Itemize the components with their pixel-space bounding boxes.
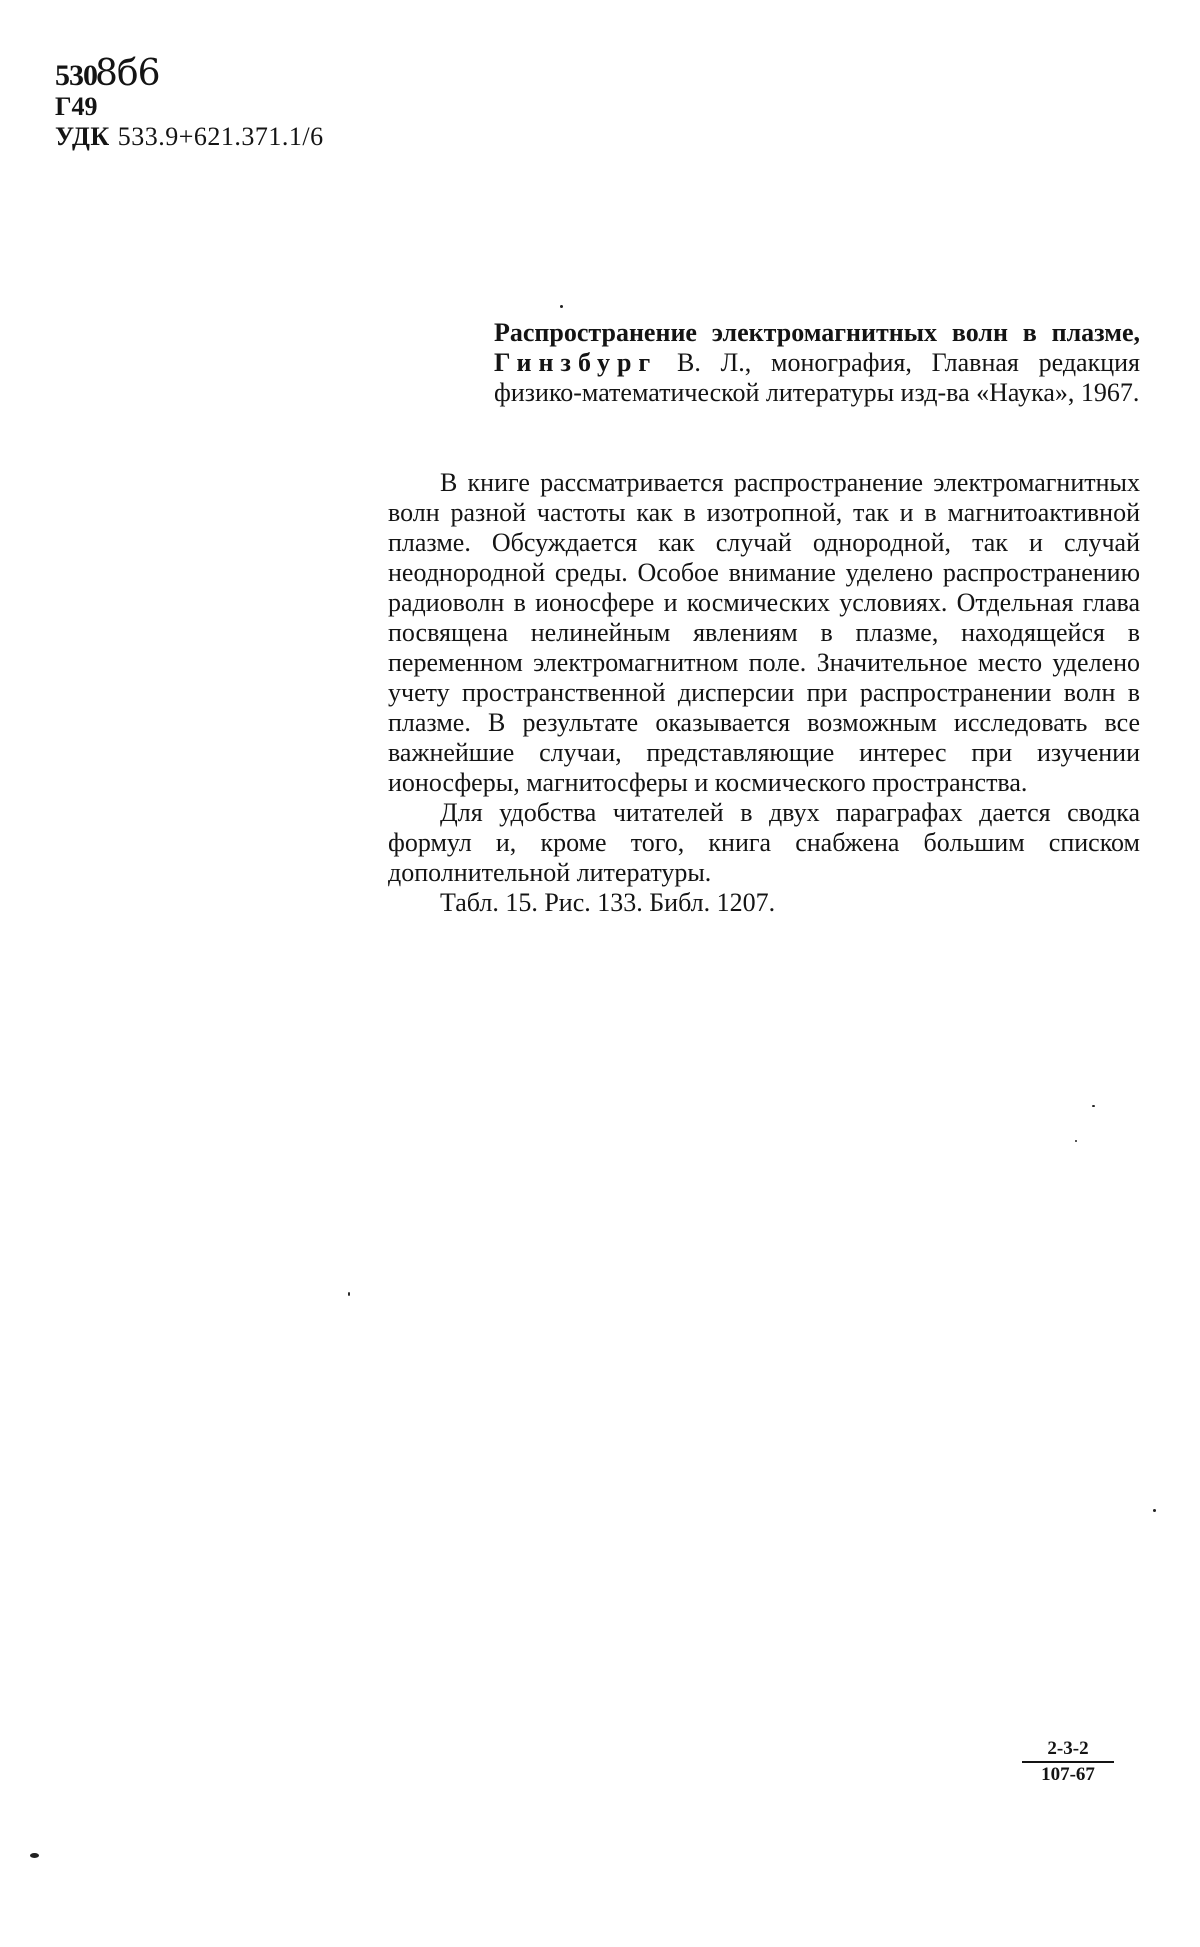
- scan-speck: [30, 1853, 39, 1858]
- abstract-paragraph: В книге рассматривается распространение электромагнитных волн разной частоты как в изотропной, так и в магнитоактивной плазме. Обсуждается как случай однородной, так и случай неоднородной среды. Особое внимание уделено распространению радиоволн в ионосфере и космических условиях. Отдельная глава посвящена нелинейным явлениям в плазме, находящейся в переменном электромагнитном поле. Значительное место уделено учету пространственной дисперсии при распространении волн в плазме. В результате оказывается возможным исследовать все важнейшие случаи, представляющие интерес при изучении ионосферы, магнитосферы и космического пространства.: [388, 468, 1140, 797]
- udk-number: 533.9+621.371.1/6: [117, 122, 324, 151]
- imprint-code-top: 2-3-2: [1022, 1738, 1114, 1763]
- author-initials: В. Л.,: [677, 348, 752, 377]
- scan-speck: [1075, 1140, 1077, 1142]
- catalog-block: [55, 53, 324, 151]
- author-mark: Г49: [55, 92, 98, 121]
- scan-speck: [1092, 1105, 1095, 1107]
- scan-speck: [348, 1292, 350, 1296]
- bibliographic-description: [494, 318, 1140, 408]
- tables-figures-references-count: Табл. 15. Рис. 133. Библ. 1207.: [440, 888, 776, 917]
- scan-speck: [560, 305, 563, 308]
- abstract-paragraph: Для удобства читателей в двух параграфах дается сводка формул и, кроме того, книга снабжена большим списком дополнительной литературы.: [388, 798, 1140, 887]
- book-title: Распространение электромагнитных волн в плазме,: [494, 318, 1140, 347]
- publication-details: монография, Главная редакция физико-математической литературы изд-ва «Наука», 1967.: [494, 348, 1141, 407]
- library-classification-code: [55, 53, 324, 94]
- classification-number: 530: [55, 59, 97, 92]
- imprint-code-bottom: 107-67: [1041, 1764, 1095, 1785]
- scan-speck: [1153, 1509, 1156, 1512]
- udk-label: УДК: [55, 122, 110, 151]
- book-abstract: [388, 468, 1140, 918]
- publisher-imprint-code: [1022, 1738, 1114, 1786]
- book-author: Гинзбург: [494, 348, 658, 377]
- handwritten-correction: 8б6: [95, 53, 160, 94]
- udk-line: [55, 124, 324, 150]
